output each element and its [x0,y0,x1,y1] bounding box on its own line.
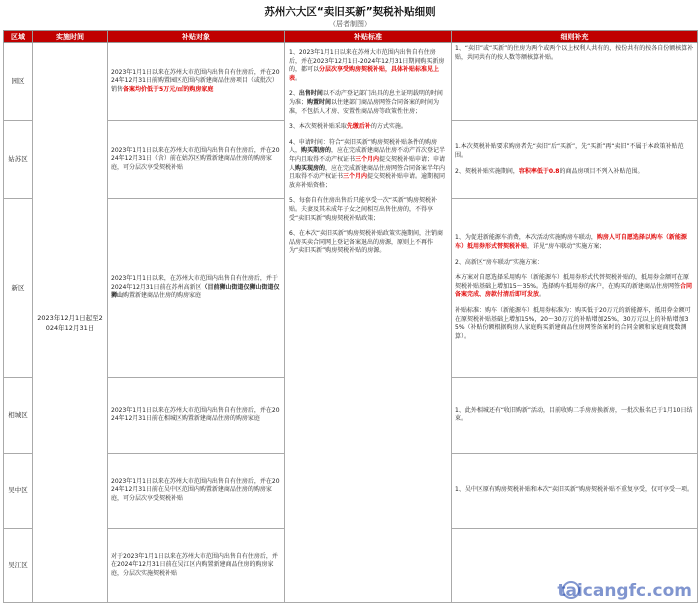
standard-item-5: 5、每套自有住房出售后只能享受一次“买新”购房契税补贴。夫妻及其未成年子女之间相互出售住房的，不得享受“卖旧买新”购房契税补贴政策； [289,197,438,222]
district-yuanqu: 园区 [4,43,33,121]
header-standard: 补贴标准 [285,31,452,43]
district-xinqu: 新区 [4,199,33,377]
standard-item-1: 1、2023年1月1日以来在苏州大市范围内出售自有住房后，并在2023年12月1日-2024年12月31日期间购买新房的，都可以分层次享受购房契税补贴，具体补贴标准见上表。 [289,49,445,82]
detail-xiangcheng: 1、此外相城还有“收旧购新”活动，目前收购二手房房换新房，一批次报名已于1月10日结束。 [452,377,698,453]
page-subtitle: （居者制图） [329,20,371,28]
target-xinqu: 2023年1月1日以来，在苏州大市范围内出售自有住房后，并于2024年12月31日前在苏州高新区（目前狮山街道仅狮山街道仅狮山购置新建商品住房的购房家庭 [108,199,285,377]
detail-yuanqu: 1、“卖旧”或“买新”的住房为两个或两个以上权利人共有的，按份共有的按各自份额核算补贴，共同共有的按人数等额核算补贴。 [452,43,698,121]
detail-gusu: 1.本次契税补贴要求购房者先“卖旧”后“买新”，先“买新”再“卖旧”不属于本政策补贴范围。 2、契税补贴实施期间，容积率低于0.8的商品房项目不列入补贴范围。 [452,121,698,199]
district-wujiang: 吴江区 [4,528,33,602]
district-gusu: 姑苏区 [4,121,33,199]
target-xiangcheng: 2023年1月1日以来在苏州大市范围内出售自有住房后，并在2024年12月31日前在相城区购置新建商品住房的购房家庭 [108,377,285,453]
detail-xinqu: 1、为促进新能源车消费，本次活动实施购房车联动，购房人可自愿选择以购车（新能源车）抵用券形式替契税补贴，详见“房车联动”实施方案； 2、高新区“房车联动”实施方案： 本方案对自愿选择采用购车（新能源车）抵用券形式代替契税补贴的，抵用券金额可在原契税补贴基础上增加15～35%。选择购车抵用券的客户，在购买的新建商品住房网签合同备案完成、房款付清后即可发放。 补贴标准：购车（新能源车）抵用券标准为：购买低于20万元的新能源车，抵用券金额可在原契税补贴基础上增加15%，20～30万元的补贴增加25%，30万元以上的补贴增加35%（补贴份额根据购房人家庭购买新建商品住房网签备案时的合同金额和家庭商度数测算）。 [452,199,698,377]
table-row [4,43,698,121]
target-yuanqu [108,43,285,121]
target-yuanqu-highlight: 备案均价低于5万元/㎡的购房家庭 [123,85,214,93]
target-wujiang: 对于2023年1月1日以来在苏州大市范围内出售自有住房后，并在2024年12月31日前在吴江区内购置新建商品住房的购房家庭，分层次实施契税补贴 [108,528,285,602]
watermark: taicangfc.com [557,581,692,601]
subsidy-standard [285,43,452,603]
detail-wuzhong: 1、吴中区原有购房契税补贴和本次“卖旧买新”购房契税补贴不重复享受，仅可享受一项。 [452,453,698,528]
standard-item-2: 2、出售时间以不动产登记部门出具的息主证明载明的时间为准；购置时间以住建部门商品房网签合同备案的时间为准，不包括人才房、安置性商品房等政策性住房； [289,90,443,115]
target-gusu: 2023年1月1日以来在苏州大市范围内出售自有住房后，并在2024年12月31日（含）前在姑苏区购置新建商品住房的购房家庭，可分层次享受契税补贴 [108,121,285,199]
header-target: 补贴对象 [108,31,285,43]
subsidy-table [3,30,698,603]
header-time: 实施时间 [33,31,108,43]
header-detail: 细则补充 [452,31,698,43]
standard-item-4: 4、申请时间：符合“卖旧买新”购房契税补贴条件的购房人，购买期房的，应在完成新建商品住房不动产首次登记半年内且取得不动产权证书三个月内提交契税补贴申请；申请人购买现房的，应在完成新建商品住房网签合同备案半年内且取得不动产权证书三个月内提交契税补贴申请。逾期视同放弃补贴资格； [289,138,446,189]
header-district: 区域 [4,31,33,43]
district-xiangcheng: 相城区 [4,377,33,453]
target-yuanqu-text: 2023年1月1日以来在苏州大市范围内出售自有住房后，并在2024年12月31日前购置园区范围内新建商品住房项目（或批次）销售 [111,68,280,93]
header-row [4,31,698,43]
standard-item-3: 3、本次契税补贴采取先缴后补的方式实施。 [289,123,407,131]
standard-item-6: 6、在本次“卖旧买新”购房契税补贴政策实施期间，注销商品房买卖合同网上登记备案退出的房源，原则上不再作为“卖旧买新”购房契税补贴的房源。 [289,230,444,255]
page-title: 苏州六大区“卖旧买新”契税补贴细则 [264,6,436,18]
district-wuzhong: 吴中区 [4,453,33,528]
implementation-time: 2023年12月1日起至2024年12月31日 [33,43,108,603]
target-wuzhong: 2023年1月1日以来在苏州大市范围内出售自有住房后，并在2024年12月31日前在吴中区范围内购置新建商品住房的购房家庭，可分层次享受契税补贴 [108,453,285,528]
